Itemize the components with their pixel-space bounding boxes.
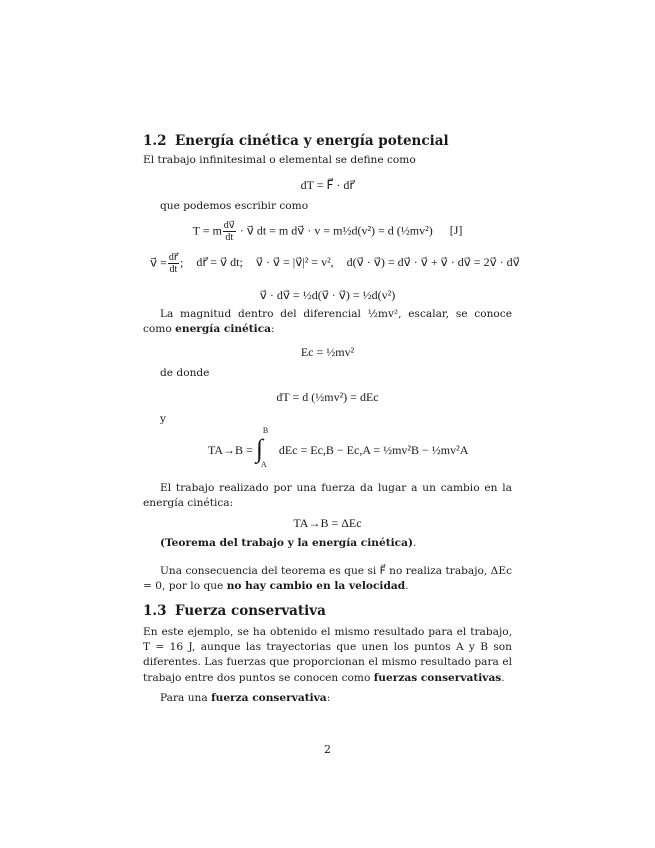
punctuation: . bbox=[501, 671, 505, 684]
equation-T-lhs: T = m bbox=[192, 223, 222, 238]
equation-v-lhs: v⃗ = bbox=[150, 255, 167, 270]
punctuation: . bbox=[405, 580, 409, 593]
term-no-cambio-velocidad: no hay cambio en la velocidad bbox=[226, 580, 406, 593]
fraction-dv-dt bbox=[223, 220, 236, 243]
fraction-denominator: dt bbox=[225, 232, 234, 243]
paragraph-consecuencia-text: Una consecuencia del teorema es que si F⃗ no realiza trabajo, ΔEc = 0, por lo que bbox=[143, 565, 512, 593]
paragraph-escribir: que podemos escribir como bbox=[160, 200, 309, 212]
integral-lower-limit: A bbox=[260, 460, 267, 469]
paragraph-ejemplo bbox=[143, 625, 512, 686]
equation-dT2: dT = d (½mv²) = dEc bbox=[276, 390, 379, 404]
equation-theorem: TA→B = ΔEc bbox=[293, 516, 362, 530]
equation-def-3: d(v⃗ · v⃗) = dv⃗ · v⃗ + v⃗ · dv⃗ = 2v⃗ · dv⃗ bbox=[346, 255, 520, 270]
punctuation: : bbox=[271, 323, 275, 336]
section-number: 1.3 bbox=[143, 603, 167, 619]
term-fuerzas-conservativas: fuerzas conservativas bbox=[373, 671, 502, 684]
punctuation: : bbox=[326, 692, 331, 704]
paragraph-y: y bbox=[160, 413, 166, 425]
theorem-name: (Teorema del trabajo y la energía cinética) bbox=[160, 537, 413, 549]
equation-definitions: v⃗ = $\frac{dr⃗}{dt}$ ; dr⃗ = v⃗ dt; v⃗ · v⃗ = |v⃗|² = v², d(v⃗ · v⃗) = dv⃗ · v⃗ + v⃗ · dv⃗ = 2v⃗ · dv⃗ bbox=[150, 252, 520, 275]
paragraph-para bbox=[160, 691, 330, 706]
fraction-denominator: dt bbox=[169, 264, 178, 275]
fraction-dr-dt bbox=[168, 252, 179, 275]
integral-sign bbox=[255, 426, 276, 469]
section-number: 1.2 bbox=[143, 133, 167, 149]
equation-def-2: v⃗ · v⃗ = |v⃗|² = v², bbox=[255, 255, 334, 270]
equation-Ec: Ec = ½mv² bbox=[300, 345, 355, 359]
equation-TAB-lhs: TA→B = bbox=[208, 442, 253, 457]
equation-def-1: dr⃗ = v⃗ dt; bbox=[196, 255, 243, 270]
equation-dT: dT = F⃗ · dr⃗ bbox=[300, 178, 355, 192]
section-title: Fuerza conservativa bbox=[175, 603, 326, 619]
section-title: Energía cinética y energía potencial bbox=[175, 133, 449, 149]
paragraph-consecuencia bbox=[143, 564, 512, 594]
term-fuerza-conservativa: fuerza conservativa bbox=[211, 692, 327, 704]
paragraph-intro: El trabajo infinitesimal o elemental se define como bbox=[143, 154, 416, 166]
term-energia-cinetica: energía cinética bbox=[175, 323, 272, 336]
section-heading-1-3 bbox=[143, 603, 326, 619]
equation-vdv: v⃗ · dv⃗ = ½d(v⃗ · v⃗) = ½d(v²) bbox=[259, 288, 396, 302]
paragraph-trabajo: El trabajo realizado por una fuerza da lugar a un cambio en la energía cinética: bbox=[143, 482, 512, 510]
equation-T-unit: [J] bbox=[449, 223, 463, 238]
paragraph-donde: de donde bbox=[160, 367, 210, 379]
equation-TAB bbox=[208, 426, 469, 469]
equation-TAB-rest: dEc = Ec,B − Ec,A = ½mv²B − ½mv²A bbox=[278, 442, 469, 457]
paragraph-para-text: Para una bbox=[160, 692, 208, 704]
fraction-numerator: dv⃗ bbox=[223, 220, 235, 231]
fraction-numerator: dr⃗ bbox=[168, 252, 178, 263]
paragraph-ejemplo-text: En este ejemplo, se ha obtenido el mismo resultado para el trabajo, T = 16 J, aunque las trayectorias que unen los puntos A y B son diferentes. Las fuerzas que proporcionan el mismo resultado para el trabajo entre dos puntos se conocen como bbox=[143, 626, 512, 684]
paragraph-magnitud-text: La magnitud dentro del diferencial ½mv², escalar, se conoce como bbox=[143, 308, 512, 336]
equation-T-rest: · v⃗ dt = m dv⃗ · v = m½d(v²) = d (½mv²) bbox=[239, 223, 433, 238]
integral-symbol: ∫ bbox=[255, 434, 263, 463]
equation-T bbox=[0, 220, 655, 243]
page-number: 2 bbox=[324, 743, 331, 756]
paragraph-magnitud bbox=[143, 307, 512, 337]
section-heading-1-2 bbox=[143, 133, 449, 149]
theorem-label bbox=[160, 536, 416, 551]
punctuation: . bbox=[412, 537, 417, 549]
integral-upper-limit: B bbox=[262, 426, 269, 435]
